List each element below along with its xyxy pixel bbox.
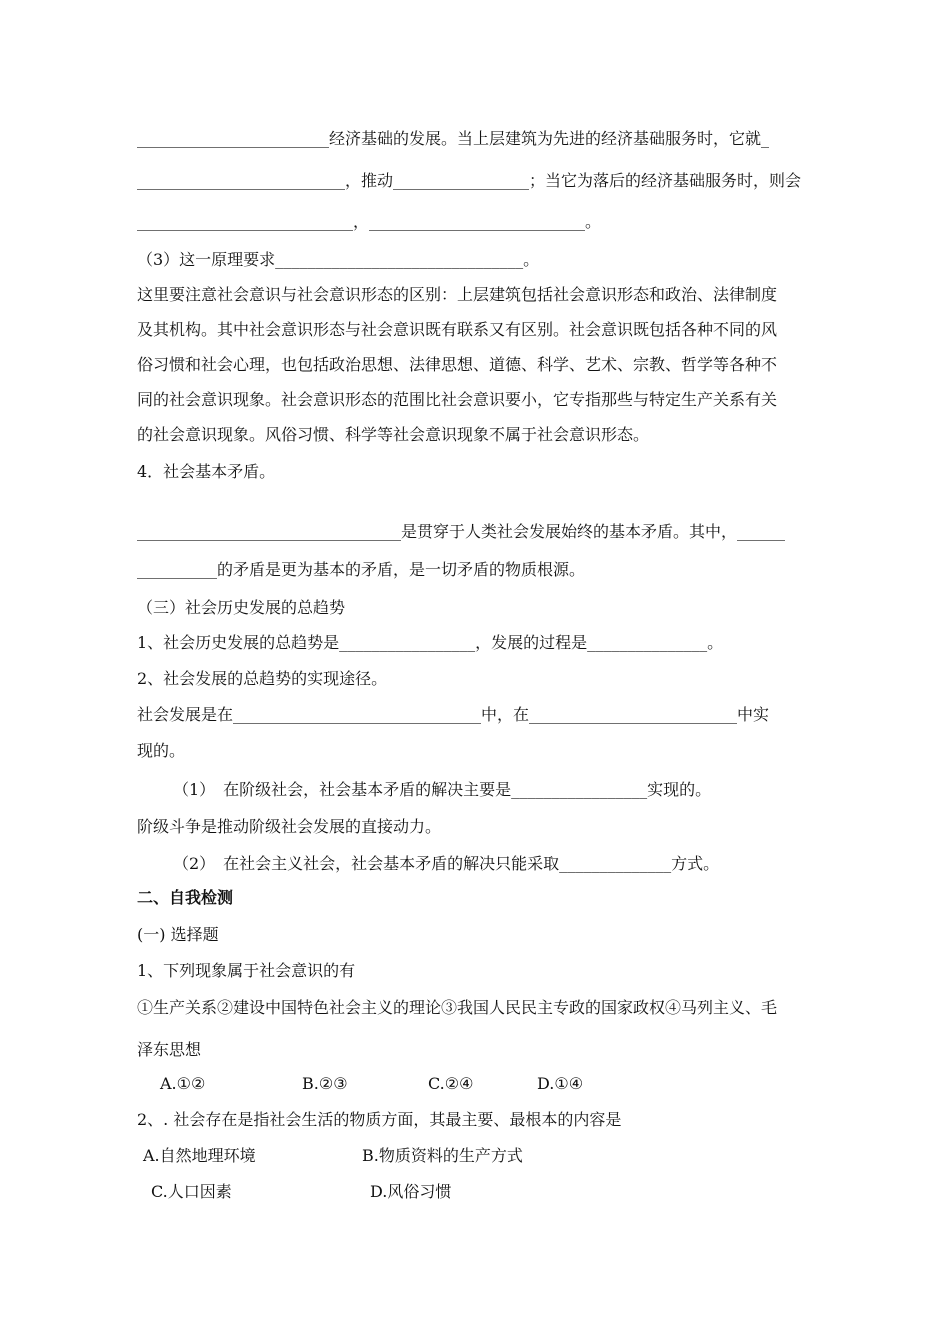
text-line: （1） 在阶级社会，社会基本矛盾的解决主要是_________________实现的。 bbox=[173, 780, 712, 799]
section-heading: 二、自我检测 bbox=[137, 888, 234, 907]
option-d: D.风俗习惯 bbox=[370, 1182, 452, 1201]
text-line: ___________________________，___________________________。 bbox=[137, 212, 602, 231]
text-line: ________________________经济基础的发展。当上层建筑为先进的经济基础服务时，它就_ bbox=[137, 129, 770, 148]
text-line: 2、社会发展的总趋势的实现途径。 bbox=[137, 669, 388, 688]
text-line: 社会发展是在_______________________________中，在__________________________中实 bbox=[137, 705, 770, 724]
text-line: 同的社会意识现象。社会意识形态的范围比社会意识要小，它专指那些与特定生产关系有关 bbox=[137, 390, 778, 409]
text-line: 这里要注意社会意识与社会意识形态的区别：上层建筑包括社会意识形态和政治、法律制度 bbox=[137, 285, 778, 304]
text-line: __________的矛盾是更为基本的矛盾，是一切矛盾的物质根源。 bbox=[137, 560, 586, 579]
option-b: B.②③ bbox=[302, 1074, 348, 1093]
text-line: 俗习惯和社会心理，也包括政治思想、法律思想、道德、科学、艺术、宗教、哲学等各种不 bbox=[137, 355, 778, 374]
section-heading: (一) 选择题 bbox=[137, 925, 219, 944]
section-heading: 4．社会基本矛盾。 bbox=[137, 462, 276, 481]
text-line: _________________________________是贯穿于人类社会发展始终的基本矛盾。其中，______ bbox=[137, 522, 786, 541]
text-line: 阶级斗争是推动阶级社会发展的直接动力。 bbox=[137, 817, 442, 836]
text-line: 现的。 bbox=[137, 741, 186, 760]
text-line: （3）这一原理要求_______________________________。 bbox=[137, 250, 540, 269]
text-line: __________________________，推动_________________；当它为落后的经济基础服务时，则会 bbox=[137, 171, 802, 190]
question-text: 2、. 社会存在是指社会生活的物质方面，其最主要、最根本的内容是 bbox=[137, 1110, 622, 1129]
text-line: （2） 在社会主义社会，社会基本矛盾的解决只能采取______________方式。 bbox=[173, 854, 720, 873]
section-heading: （三）社会历史发展的总趋势 bbox=[137, 598, 346, 617]
question-text: ①生产关系②建设中国特色社会主义的理论③我国人民民主专政的国家政权④马列主义、毛 bbox=[137, 998, 778, 1017]
option-c: C.人口因素 bbox=[151, 1182, 232, 1201]
question-text: 1、下列现象属于社会意识的有 bbox=[137, 961, 356, 980]
text-line: 及其机构。其中社会意识形态与社会意识既有联系又有区别。社会意识既包括各种不同的风 bbox=[137, 320, 778, 339]
question-text: 泽东思想 bbox=[137, 1040, 202, 1059]
option-d: D.①④ bbox=[537, 1074, 584, 1093]
option-b: B.物质资料的生产方式 bbox=[362, 1146, 523, 1165]
text-line: 的社会意识现象。风俗习惯、科学等社会意识现象不属于社会意识形态。 bbox=[137, 425, 650, 444]
option-a: A.自然地理环境 bbox=[143, 1146, 256, 1165]
text-line: 1、社会历史发展的总趋势是_________________，发展的过程是_______________。 bbox=[137, 633, 724, 652]
option-a: A.①② bbox=[160, 1074, 206, 1093]
option-c: C.②④ bbox=[428, 1074, 474, 1093]
